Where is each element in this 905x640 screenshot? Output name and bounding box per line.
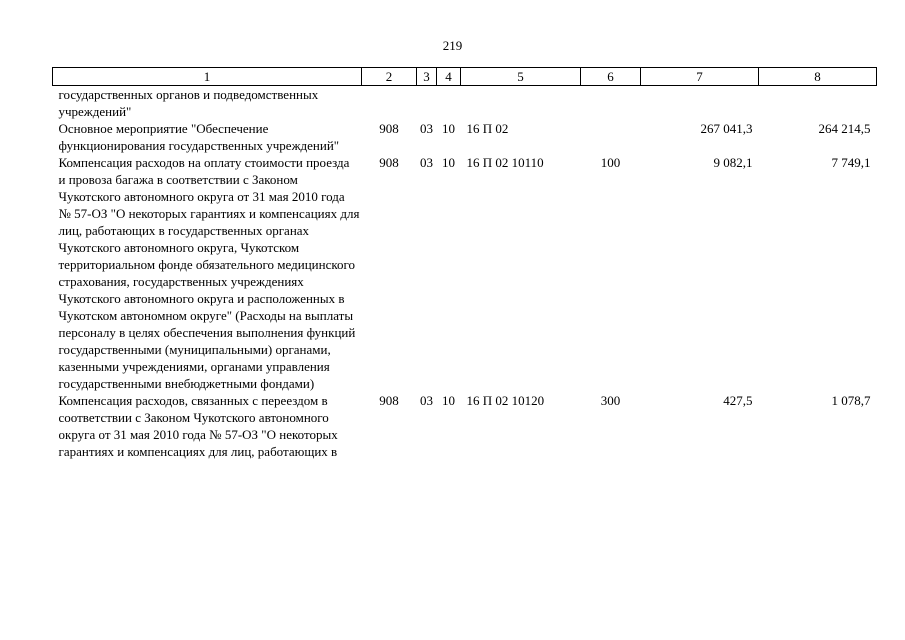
row-section: 03	[420, 393, 433, 408]
row-ministry: 908	[379, 393, 399, 408]
header-col-7: 7	[641, 68, 759, 86]
row-amount-2: 1 078,7	[831, 393, 871, 408]
row-target: 16 П 02	[466, 121, 509, 136]
row-expense-type	[581, 86, 641, 121]
table-row	[53, 120, 877, 154]
row-name: Компенсация расходов на оплату стоимости проезда и провоза багажа в соответствии с Законом Чукотского автономного округа от 31 мая 2010 года № 57-ОЗ "О некоторых гарантиях и компенсациях для лиц, работающих в государственных органах Чукотского автономного округа, Чукотском территориальном фонде обязательного медицинского страхования, государственных учреждениях Чукотского автономного округа и расположенных в Чукотском автономном округе" (Расходы на выплаты персоналу в целях обеспечения выполнения функций государственными (муниципальными) органами, казенными учреждениями, органами управления государственными внебюджетными фондами)	[58, 155, 360, 391]
row-name: Компенсация расходов, связанных с переездом в соответствии с Законом Чукотского автономного округа от 31 мая 2010 года № 57-ОЗ "О некоторых гарантиях и компенсациях для лиц, работающих в	[58, 393, 338, 459]
row-amount-1	[641, 86, 759, 121]
header-col-2: 2	[362, 68, 417, 86]
header-col-5: 5	[461, 68, 581, 86]
header-col-8: 8	[759, 68, 877, 86]
row-subsection: 10	[442, 393, 455, 408]
row-amount-1: 267 041,3	[700, 121, 753, 136]
row-section	[417, 86, 437, 121]
row-ministry: 908	[379, 121, 399, 136]
row-ministry	[362, 86, 417, 121]
row-subsection	[437, 86, 461, 121]
row-amount-1: 427,5	[723, 393, 753, 408]
table-row	[53, 154, 877, 392]
row-target	[461, 86, 581, 121]
row-amount-2: 264 214,5	[818, 121, 871, 136]
row-expense-type: 100	[600, 155, 621, 170]
page-number: 219	[442, 38, 463, 53]
header-col-1: 1	[53, 68, 362, 86]
row-expense-type: 300	[600, 393, 621, 408]
row-section: 03	[420, 121, 433, 136]
table-header-row	[53, 68, 877, 86]
row-amount-2	[759, 86, 877, 121]
header-col-6: 6	[581, 68, 641, 86]
row-target: 16 П 02 10110	[466, 155, 544, 170]
row-section: 03	[420, 155, 433, 170]
row-subsection: 10	[442, 155, 455, 170]
row-ministry: 908	[379, 155, 399, 170]
row-name: Основное мероприятие "Обеспечение функционирования государственных учреждений"	[58, 121, 340, 153]
row-amount-1: 9 082,1	[713, 155, 753, 170]
header-col-3: 3	[417, 68, 437, 86]
table-row	[53, 392, 877, 460]
row-name: государственных органов и подведомственных учреждений"	[58, 87, 319, 119]
budget-table	[52, 67, 877, 460]
table-row	[53, 86, 877, 121]
row-target: 16 П 02 10120	[466, 393, 545, 408]
row-subsection: 10	[442, 121, 455, 136]
header-col-4: 4	[437, 68, 461, 86]
row-amount-2: 7 749,1	[831, 155, 871, 170]
row-expense-type	[581, 120, 641, 154]
